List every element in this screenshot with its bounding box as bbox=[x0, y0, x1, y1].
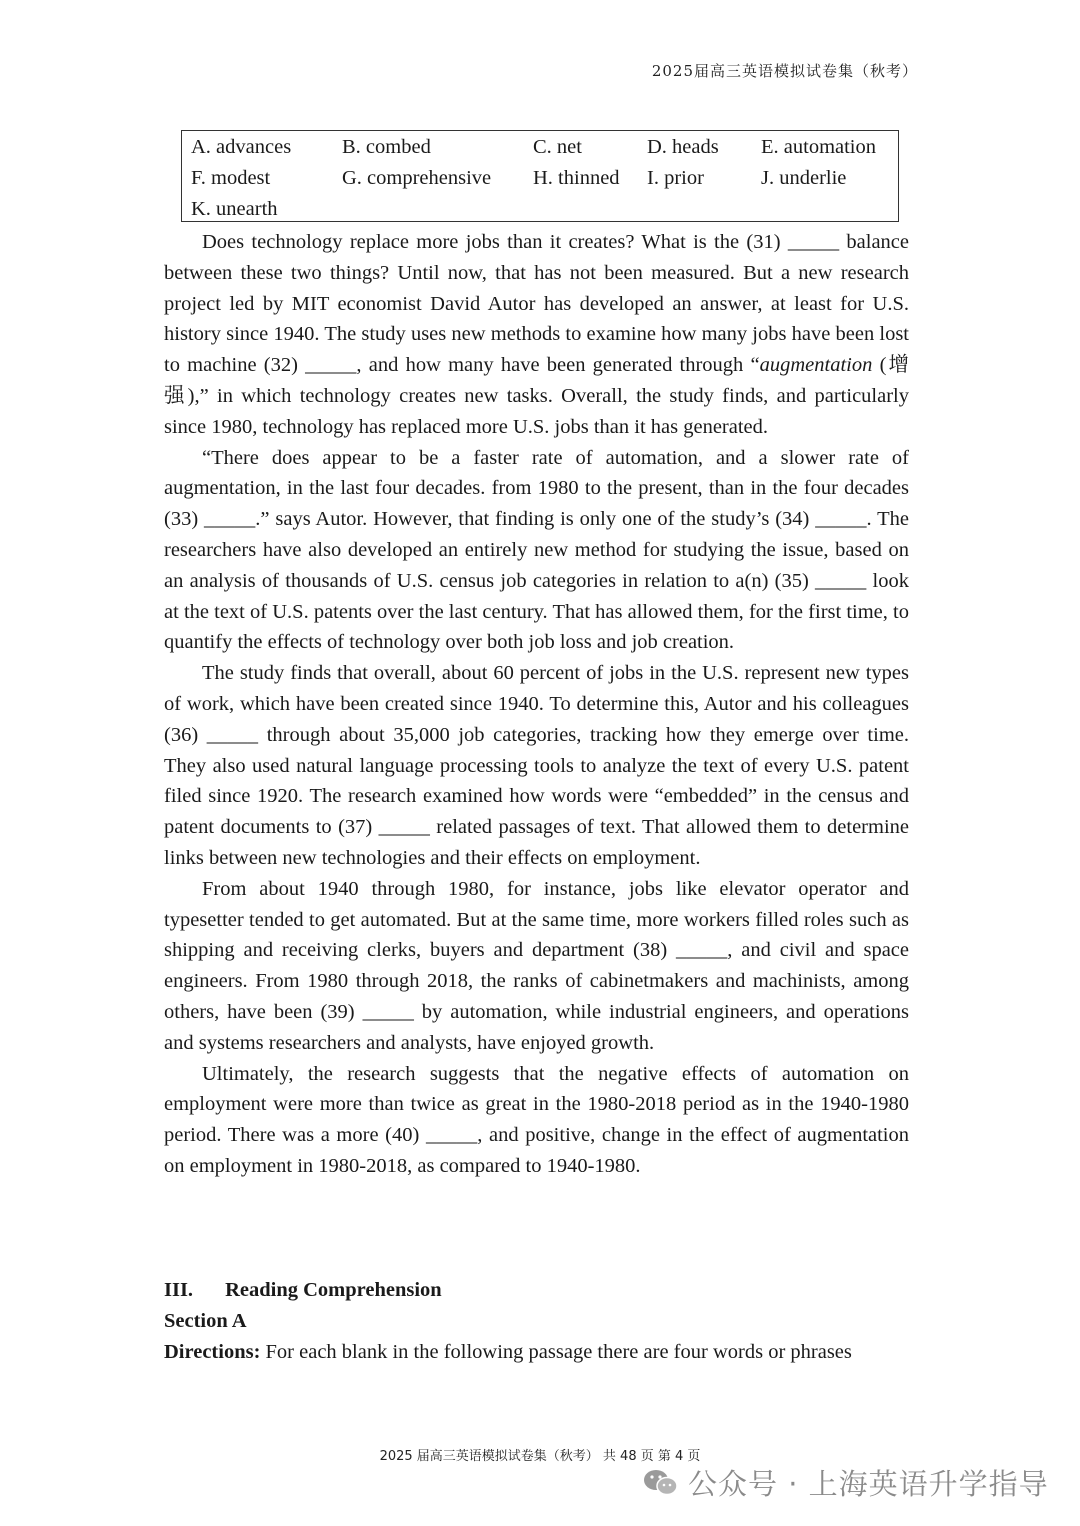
directions bbox=[164, 1337, 909, 1368]
part-heading bbox=[164, 1275, 909, 1306]
option: G. comprehensive bbox=[342, 167, 492, 189]
page-footer: 2025 届高三英语模拟试卷集（秋考） 共 48 页 第 4 页 bbox=[379, 1449, 701, 1464]
option: E. automation bbox=[761, 136, 877, 158]
paragraph-text: Does technology replace more jobs than it creates? What is the (31) _____ balance between these two things? Until now, that has not been measured. But a new research project led by MIT economist David Autor has developed an answer, at least for U.S. history since 1940. The study uses new methods to examine how many jobs have been lost to machine (32) _____, and how many have been generated through “ bbox=[164, 231, 909, 377]
option: I. prior bbox=[647, 167, 704, 189]
paragraph-text: (增强),” in which technology creates new tasks. Overall, the study finds, and particularly since 1980, technology has replaced more U.S. jobs than it has generated. bbox=[164, 354, 909, 438]
watermark-text: 公众号 · 上海英语升学指导 bbox=[688, 1467, 1049, 1501]
option: B. combed bbox=[342, 136, 431, 158]
italic-term: augmentation bbox=[759, 354, 873, 377]
cloze-passage bbox=[164, 227, 909, 1182]
word-bank bbox=[181, 130, 899, 222]
option: D. heads bbox=[647, 136, 719, 158]
part-title: Reading Comprehension bbox=[225, 1279, 442, 1301]
next-section bbox=[164, 1275, 909, 1367]
directions-label: Directions: bbox=[164, 1340, 261, 1363]
part-number: III. bbox=[164, 1279, 194, 1301]
paragraph bbox=[164, 227, 909, 443]
paragraph: “There does appear to be a faster rate of automation, and a slower rate of augmentation, in the last four decades. from 1980 to the present, than in the four decades (33) _____.” says Autor. However, that finding is only one of the study’s (34) _____. The researchers have also developed an entirely new method for studying the issue, based on an analysis of thousands of U.S. census job categories in relation to a(n) (35) _____ look at the text of U.S. patents over the last century. That has allowed them, for the first time, to quantify the effects of technology over both job loss and job creation. bbox=[164, 446, 909, 654]
option: J. underlie bbox=[761, 167, 847, 189]
paragraph: The study finds that overall, about 60 percent of jobs in the U.S. represent new types of work, which have been created since 1940. To determine this, Autor and his colleagues (36) _____ through about 35,000 job categories, tracking how they emerge over time. They also used natural language processing tools to analyze the text of every U.S. patent filed since 1920. The research examined how words were “embedded” in the census and patent documents to (37) _____ related passages of text. That allowed them to determine links between new technologies and their effects on employment. bbox=[164, 662, 909, 869]
paragraph: From about 1940 through 1980, for instance, jobs like elevator operator and typesetter tended to get automated. But at the same time, more workers filled roles such as shipping and receiving clerks, buyers and department (38) _____, and civil and space engineers. From 1980 through 2018, the ranks of cabinetmakers and machinists, among others, have been (39) _____ by automation, while industrial engineers, and operations and systems researchers and analysts, have enjoyed growth. bbox=[164, 877, 909, 1054]
option: A. advances bbox=[191, 136, 292, 158]
option: H. thinned bbox=[533, 167, 620, 189]
directions-text: For each blank in the following passage there are four words or phrases bbox=[265, 1340, 852, 1363]
option: K. unearth bbox=[191, 198, 278, 220]
wechat-icon bbox=[642, 1467, 680, 1499]
watermark bbox=[642, 1462, 1049, 1503]
option: F. modest bbox=[191, 167, 271, 189]
section-heading: Section A bbox=[164, 1309, 247, 1332]
page-header: 2025届高三英语模拟试卷集（秋考） bbox=[651, 62, 918, 80]
paragraph: Ultimately, the research suggests that the negative effects of automation on employment were more than twice as great in the 1980-2018 period as in the 1940-1980 period. There was a more (40) _____, and positive, change in the effect of augmentation on employment in 1980-2018, as compared to 1940-1980. bbox=[164, 1062, 909, 1177]
option: C. net bbox=[533, 136, 582, 158]
